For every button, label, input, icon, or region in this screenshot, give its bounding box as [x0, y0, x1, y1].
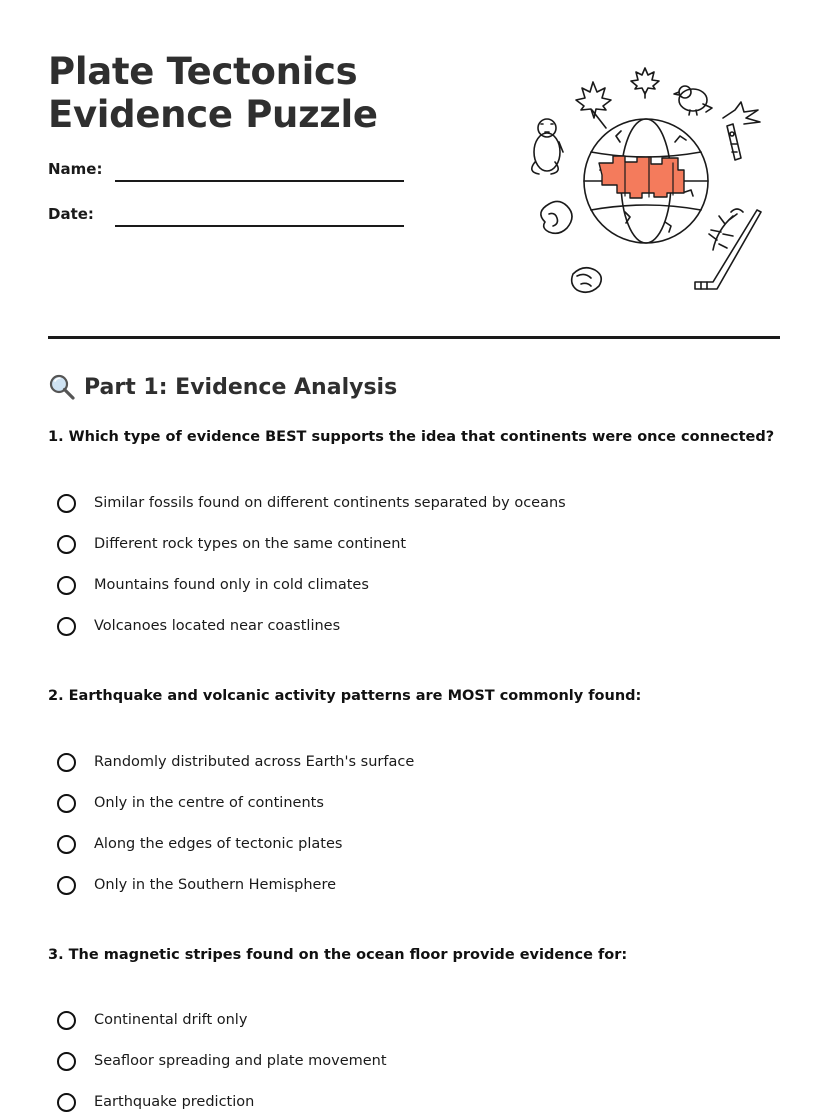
option-1b[interactable] [57, 531, 406, 557]
magnifier-icon [48, 373, 76, 401]
option-label: Only in the centre of continents [94, 795, 324, 811]
section-divider [48, 336, 780, 339]
option-label: Along the edges of tectonic plates [94, 836, 343, 852]
section-heading-part1 [48, 373, 397, 401]
option-3c[interactable] [57, 1089, 254, 1115]
option-2a[interactable] [57, 749, 414, 775]
radio-button[interactable] [57, 576, 76, 595]
option-label: Mountains found only in cold climates [94, 577, 369, 593]
option-label: Earthquake prediction [94, 1094, 255, 1110]
maple-leaf-icon [576, 82, 611, 128]
option-1d[interactable] [57, 613, 340, 639]
option-2c[interactable] [57, 831, 342, 857]
name-field [48, 160, 408, 190]
radio-button[interactable] [57, 794, 76, 813]
option-2b[interactable] [57, 790, 324, 816]
option-3b[interactable] [57, 1048, 387, 1074]
option-1a[interactable] [57, 490, 566, 516]
option-label: Volcanoes located near coastlines [94, 618, 341, 634]
feather-icon [709, 209, 743, 250]
question-3: 3. The magnetic stripes found on the ocean floor provide evidence for: [48, 947, 628, 963]
option-label: Seafloor spreading and plate movement [94, 1053, 387, 1069]
bird-icon [674, 86, 712, 115]
option-1c[interactable] [57, 572, 369, 598]
radio-button[interactable] [57, 1011, 76, 1030]
option-label: Different rock types on the same continent [94, 536, 407, 552]
date-field [48, 205, 408, 235]
globe-puzzle-illustration [525, 62, 770, 297]
radio-button[interactable] [57, 535, 76, 554]
radio-button[interactable] [57, 494, 76, 513]
name-label: Name: [48, 160, 103, 178]
option-3a[interactable] [57, 1007, 247, 1033]
option-2d[interactable] [57, 872, 336, 898]
date-label: Date: [48, 205, 94, 223]
date-input-line[interactable] [115, 225, 404, 227]
question-1: 1. Which type of evidence BEST supports the idea that continents were once connected? [48, 429, 775, 445]
radio-button[interactable] [57, 876, 76, 895]
radio-button[interactable] [57, 1052, 76, 1071]
option-label: Similar fossils found on different continents separated by oceans [94, 495, 566, 511]
globe-puzzle-icon [584, 119, 708, 243]
question-2: 2. Earthquake and volcanic activity patterns are MOST commonly found: [48, 688, 642, 704]
fossil-icon [541, 201, 572, 233]
option-label: Continental drift only [94, 1012, 248, 1028]
radio-button[interactable] [57, 835, 76, 854]
name-input-line[interactable] [115, 180, 404, 182]
maple-leaf-icon [631, 68, 659, 98]
section-heading-text: Part 1: Evidence Analysis [84, 374, 398, 400]
option-label: Randomly distributed across Earth's surface [94, 754, 415, 770]
radio-button[interactable] [57, 1093, 76, 1112]
beaver-icon [532, 119, 563, 174]
page-title: Plate Tectonics Evidence Puzzle [48, 50, 378, 136]
option-label: Only in the Southern Hemisphere [94, 877, 337, 893]
radio-button[interactable] [57, 617, 76, 636]
radio-button[interactable] [57, 753, 76, 772]
shell-icon [572, 268, 602, 293]
totem-pole-icon [723, 102, 760, 160]
